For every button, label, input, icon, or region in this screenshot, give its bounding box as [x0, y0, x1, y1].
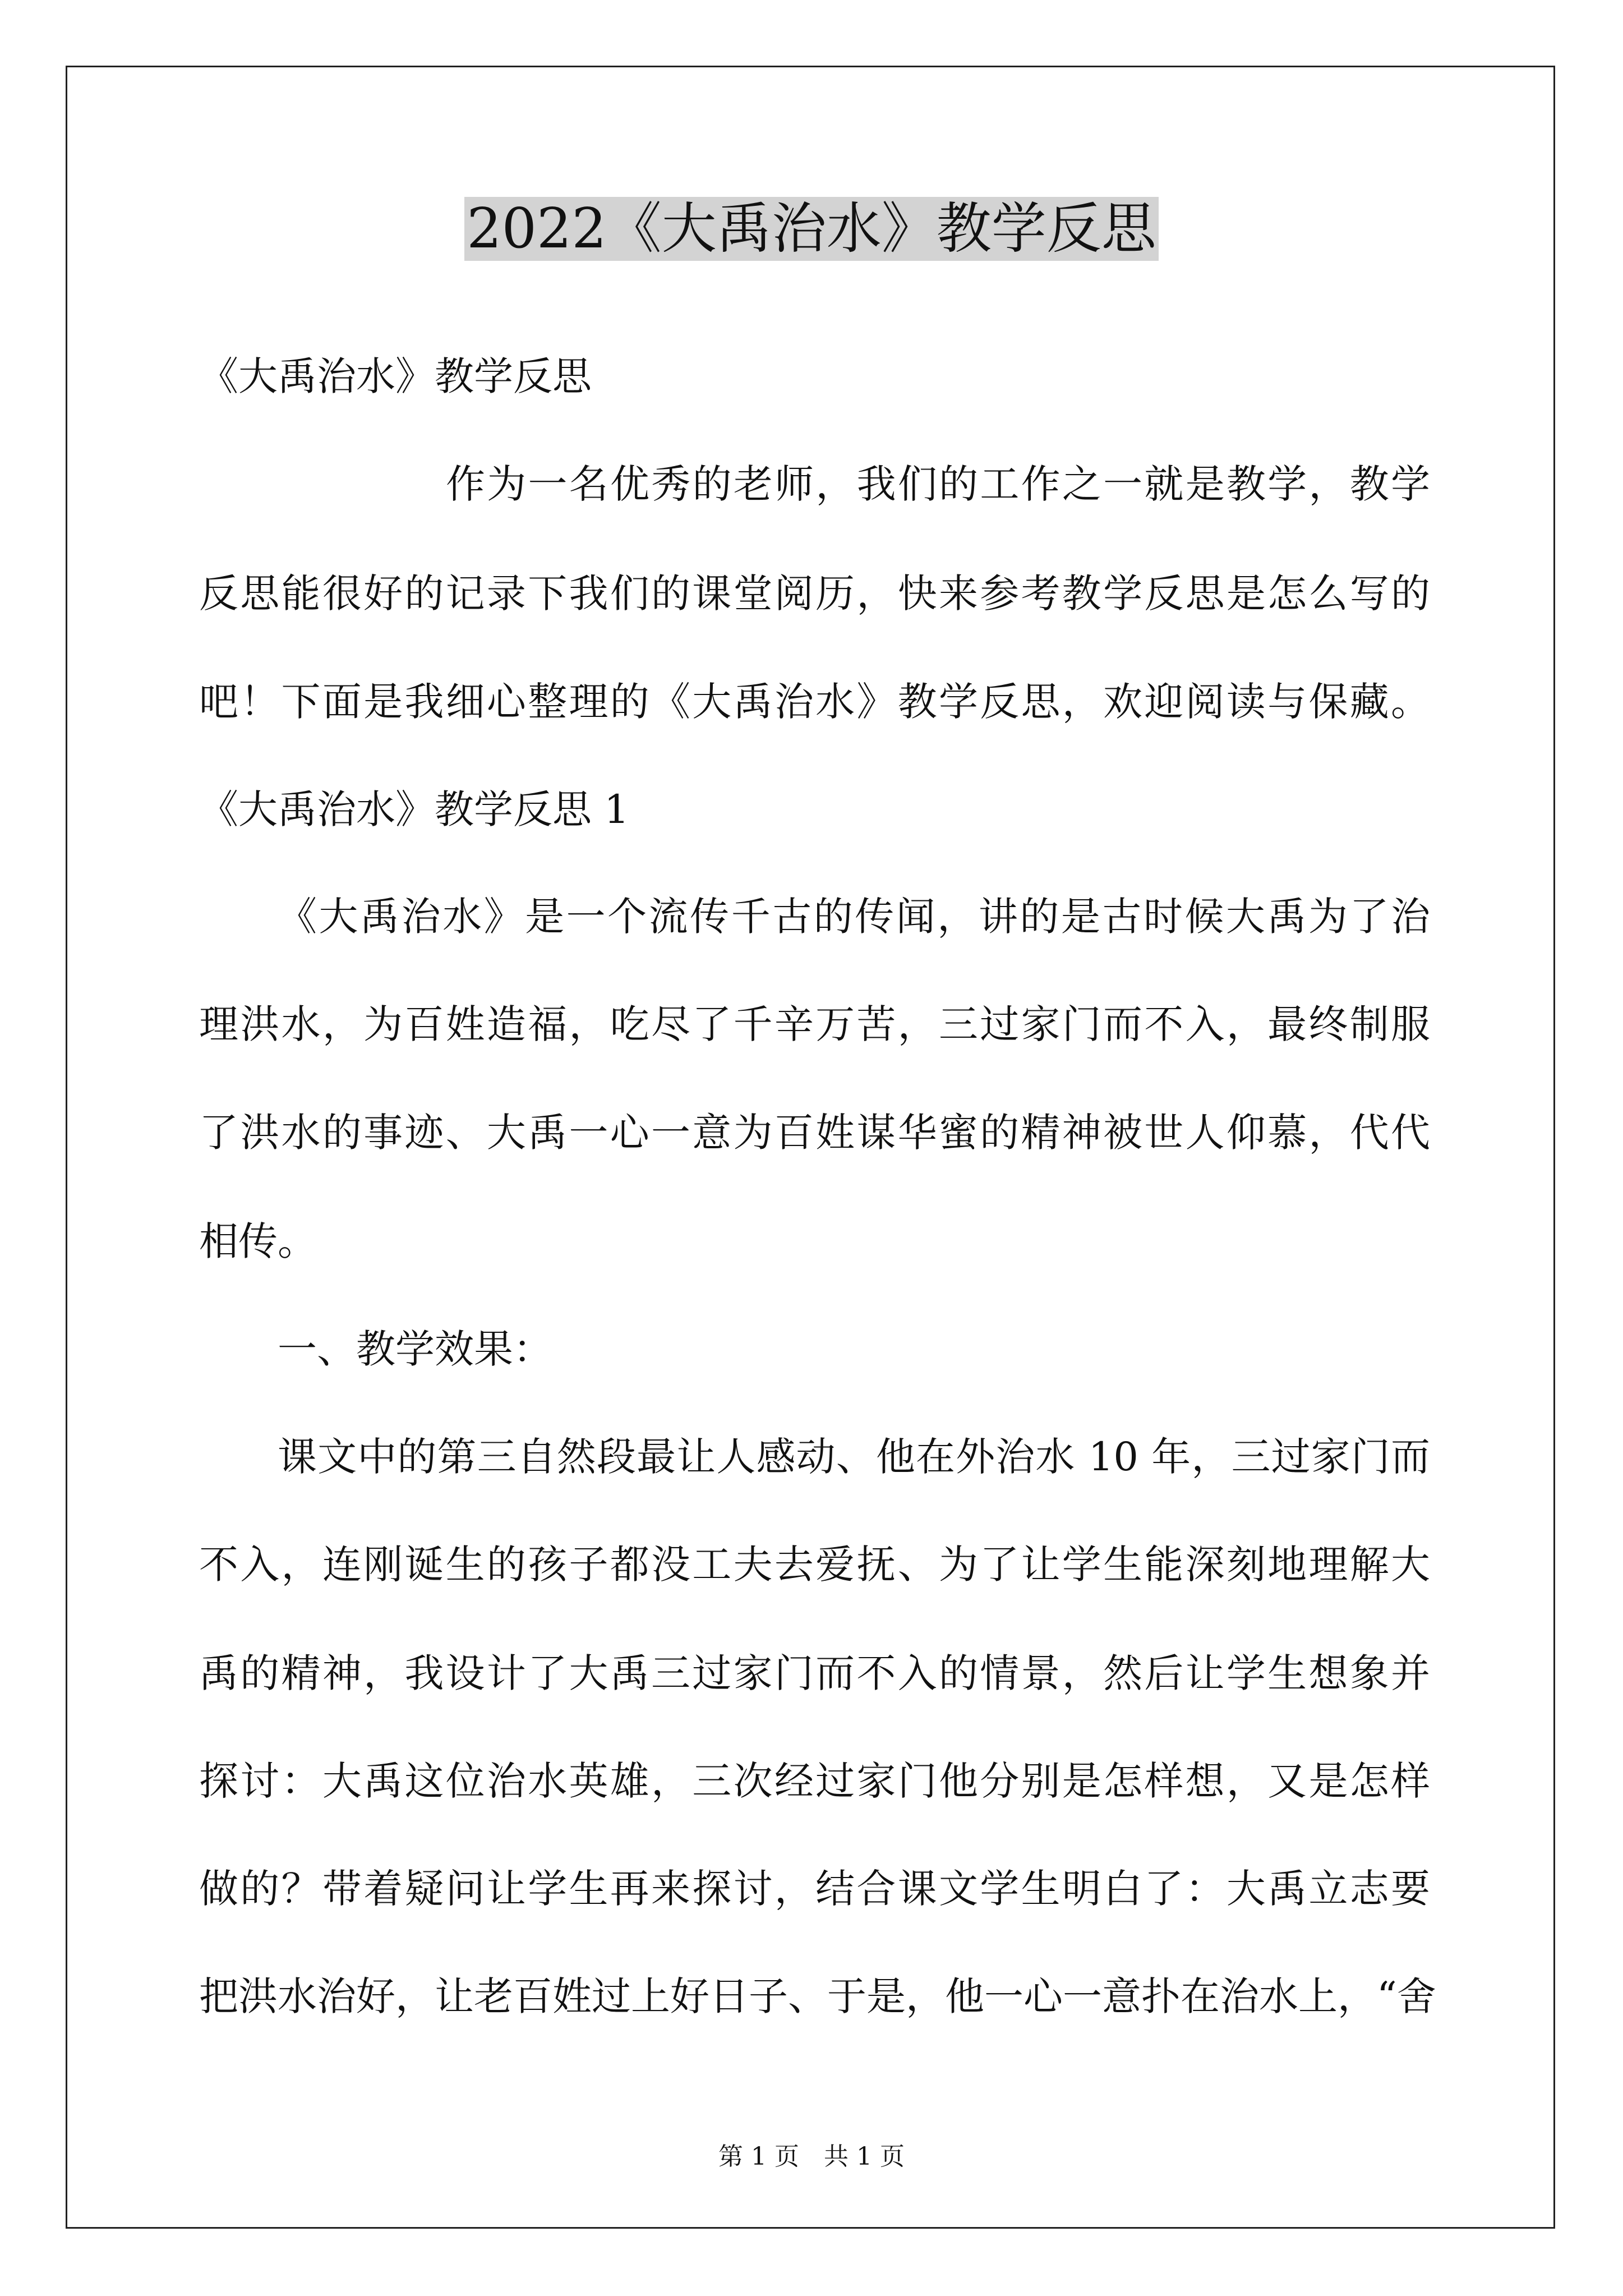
paragraph-line: 相传。 — [199, 1218, 317, 1264]
paragraph-line: 《大禹治水》是一个流传千古的传闻，讲的是古时候大禹为了治 — [278, 894, 1430, 940]
paragraph-line: 吧！下面是我细心整理的《大禹治水》教学反思，欢迎阅读与保藏。 — [199, 679, 1430, 725]
paragraph-line: 作为一名优秀的老师，我们的工作之一就是教学，教学 — [446, 461, 1430, 507]
paragraph-line: 做的？带着疑问让学生再来探讨，结合课文学生明白了：大禹立志要 — [199, 1866, 1430, 1912]
section-heading: 《大禹治水》教学反思 1 — [199, 786, 629, 832]
paragraph-line: 反思能很好的记录下我们的课堂阅历，快来参考教学反思是怎么写的 — [199, 570, 1430, 616]
paragraph-line: 不入，连刚诞生的孩子都没工夫去爱抚、为了让学生能深刻地理解大 — [199, 1542, 1430, 1588]
sub-heading: 一、教学效果： — [278, 1326, 552, 1372]
paragraph-line: 课文中的第三自然段最让人感动、他在外治水 10 年，三过家门而 — [278, 1434, 1430, 1480]
paragraph-line: 了洪水的事迹、大禹一心一意为百姓谋华蜜的精神被世人仰慕，代代 — [199, 1110, 1430, 1156]
section-heading: 《大禹治水》教学反思 — [199, 353, 592, 399]
paragraph-line: 理洪水，为百姓造福，吃尽了千辛万苦，三过家门而不入，最终制服 — [199, 1001, 1430, 1047]
title-text: 2022《大禹治水》教学反思 — [464, 197, 1158, 261]
document-title — [0, 190, 1623, 268]
paragraph-line: 把洪水治好，让老百姓过上好日子、于是，他一心一意扑在治水上，“舍 — [199, 1973, 1436, 2019]
paragraph-line: 探讨：大禹这位治水英雄，三次经过家门他分别是怎样想，又是怎样 — [199, 1758, 1430, 1804]
page-footer: 第 1 页 共 1 页 — [718, 2142, 905, 2171]
paragraph-line: 禹的精神，我设计了大禹三过家门而不入的情景，然后让学生想象并 — [199, 1650, 1430, 1696]
